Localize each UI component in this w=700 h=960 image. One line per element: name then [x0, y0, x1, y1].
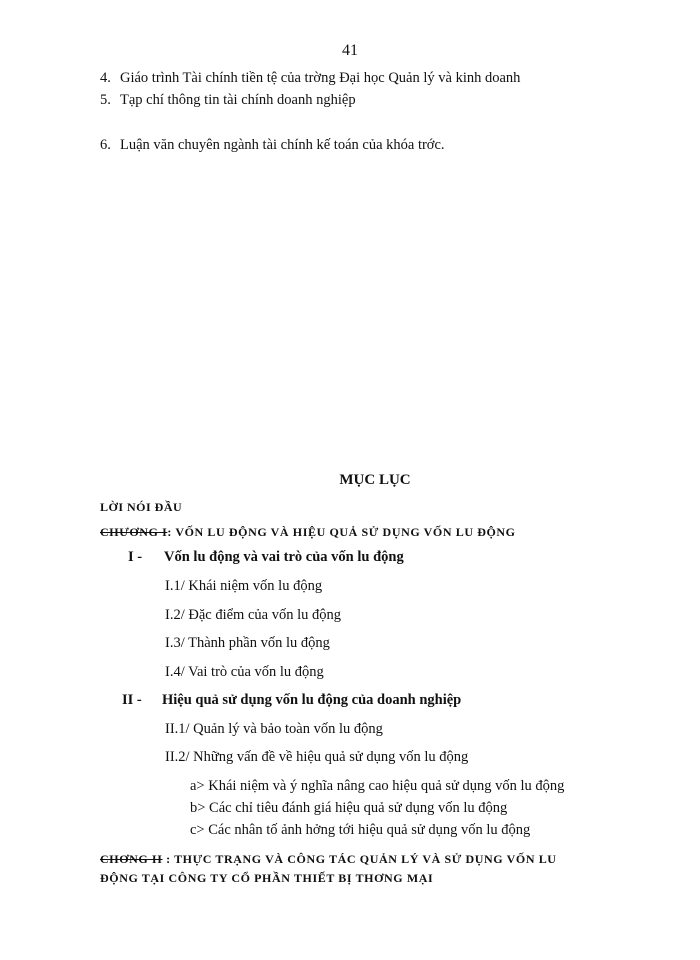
toc-section-2 — [122, 692, 461, 709]
reference-item — [100, 92, 356, 109]
reference-item — [100, 70, 520, 87]
section-title: Hiệu quả sử dụng vốn lu động của doanh nghiệp — [162, 692, 462, 708]
section-number: II - — [122, 692, 142, 708]
page-number: 41 — [342, 42, 358, 59]
chapter-label: CHƯƠNG I — [100, 525, 168, 539]
toc-chapter-1 — [100, 525, 516, 540]
reference-item — [100, 137, 445, 154]
reference-number: 6. — [100, 137, 111, 153]
toc-item: I.4/ Vai trò của vốn lu động — [165, 664, 324, 680]
reference-number: 4. — [100, 70, 111, 86]
toc-subitem: a> Khái niệm và ý nghĩa nâng cao hiệu quả sử dụng vốn lu động — [190, 778, 565, 794]
toc-section-1 — [128, 549, 404, 566]
chapter-title: : VỐN LU ĐỘNG VÀ HIỆU QUẢ SỬ DỤNG VỐN LU ĐỘNG — [167, 525, 516, 539]
toc-subitem: c> Các nhân tố ảnh hởng tới hiệu quả sử dụng vốn lu động — [190, 822, 531, 838]
toc-chapter-2 — [100, 852, 557, 867]
chapter-label: CHƠNG II — [100, 852, 163, 866]
toc-item: I.3/ Thành phần vốn lu động — [165, 635, 330, 651]
section-title: Vốn lu động và vai trò của vốn lu động — [164, 549, 404, 565]
toc-preface: LỜI NÓI ĐẦU — [100, 500, 183, 514]
section-number: I - — [128, 549, 143, 565]
toc-item: II.1/ Quản lý và bảo toàn vốn lu động — [165, 721, 383, 737]
toc-subitem: b> Các chỉ tiêu đánh giá hiệu quả sử dụng vốn lu động — [190, 800, 508, 816]
toc-title: MỤC LỤC — [339, 472, 411, 488]
reference-text: Giáo trình Tài chính tiền tệ của trờng Đại học Quản lý và kinh doanh — [120, 70, 521, 86]
chapter-title: : THỰC TRẠNG VÀ CÔNG TÁC QUẢN LÝ VÀ SỬ DỤNG VỐN LU — [162, 852, 557, 866]
toc-chapter-2-line2: ĐỘNG TẠI CÔNG TY CỔ PHẦN THIẾT BỊ THƠNG MẠI — [100, 871, 434, 885]
toc-item: I.1/ Khái niệm vốn lu động — [165, 578, 323, 594]
reference-text: Luận văn chuyên ngành tài chính kế toán của khóa trớc. — [120, 137, 445, 153]
reference-text: Tạp chí thông tin tài chính doanh nghiệp — [120, 92, 356, 108]
toc-item: II.2/ Những vấn đề về hiệu quả sử dụng vốn lu động — [165, 749, 469, 765]
toc-item: I.2/ Đặc điểm của vốn lu động — [165, 607, 341, 623]
reference-number: 5. — [100, 92, 111, 108]
